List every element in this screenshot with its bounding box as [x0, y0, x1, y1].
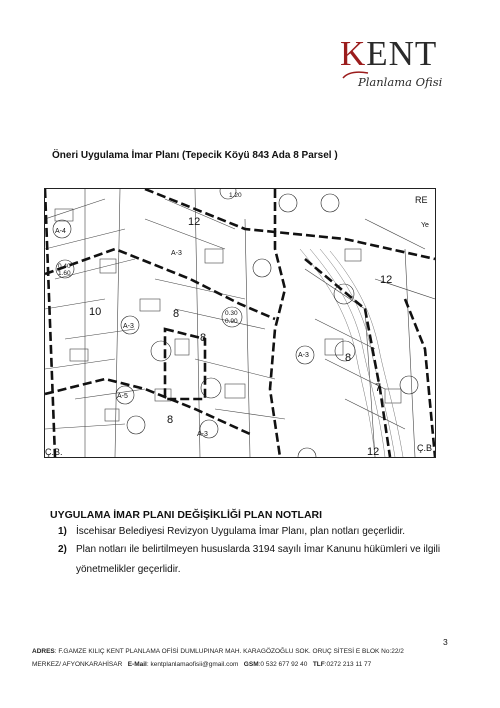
city-text: MERKEZ/ AFYONKARAHİSAR — [32, 661, 123, 668]
document-title: Öneri Uygulama İmar Planı (Tepecik Köyü 843 Ada 8 Parsel ) — [52, 150, 338, 161]
label-12a: 12 — [188, 216, 201, 228]
label-10: 10 — [89, 306, 102, 318]
tel-text: :0272 213 11 77 — [324, 661, 372, 668]
label-a4: A-4 — [55, 228, 66, 235]
label-12c: 12 — [367, 446, 380, 457]
footer-address-line — [32, 645, 472, 658]
label-re: RE — [415, 195, 428, 205]
note-text: Plan notları ile belirtilmeyen hususlarda 3194 sayılı İmar Kanunu hükümleri ve ilgili yönetmelikler geçerlidir. — [76, 544, 441, 575]
address-label: ADRES — [32, 648, 55, 655]
label-8a: 8 — [173, 308, 180, 320]
gsm-text: :0 532 677 92 40 — [258, 661, 308, 668]
label-a3a: A-3 — [171, 250, 182, 257]
label-120: 1.20 — [229, 192, 242, 199]
label-040: 0.40 — [58, 263, 71, 270]
label-7: 7 — [375, 382, 382, 394]
footer-contact-line — [32, 658, 472, 671]
address-text: : F.GAMZE KILIÇ KENT PLANLAMA OFİSİ DUMLUPINAR MAH. KARAGÖZOĞLU SOK. ORUÇ SİTESİ E BLOK No:22/2 — [54, 648, 404, 655]
note-number: 2) — [58, 544, 67, 555]
zoning-plan-drawing — [45, 189, 435, 457]
footer-contact — [32, 645, 472, 671]
note-text: İscehisar Belediyesi Revizyon Uygulama İmar Planı, plan notları geçerlidir. — [76, 526, 406, 537]
tel-label: TLF — [312, 661, 325, 668]
gsm-label: GSM — [243, 661, 259, 668]
label-a3c: A-3 — [298, 352, 309, 359]
zoning-plan-map — [44, 188, 436, 458]
label-160: 1.60 — [58, 270, 71, 277]
label-8d: 8 — [200, 332, 207, 344]
company-logo — [340, 36, 450, 96]
label-030: 0.30 — [225, 310, 238, 317]
page-number: 3 — [443, 637, 448, 647]
label-a5: A-5 — [117, 393, 128, 400]
label-ye: Ye — [421, 222, 429, 229]
label-a3b: A-3 — [123, 323, 134, 330]
label-cb-right: Ç.B — [417, 443, 433, 453]
label-8c: 8 — [345, 352, 352, 364]
label-8b: 8 — [167, 414, 174, 426]
label-090: 0.90 — [225, 318, 238, 325]
logo-brand: KENT — [340, 34, 438, 73]
label-12b: 12 — [380, 274, 393, 286]
plan-notes-heading: UYGULAMA İMAR PLANI DEĞİŞİKLİĞİ PLAN NOTLARI — [50, 509, 323, 521]
note-number: 1) — [58, 526, 67, 537]
email-text: : kentplanlamaofisii@gmail.com — [146, 661, 239, 668]
label-a3d: A-3 — [197, 431, 208, 438]
email-label: E-Mail — [127, 661, 147, 668]
label-cb-left: Ç.B. — [45, 447, 63, 457]
logo-tagline: Planlama Ofisi — [358, 75, 443, 89]
